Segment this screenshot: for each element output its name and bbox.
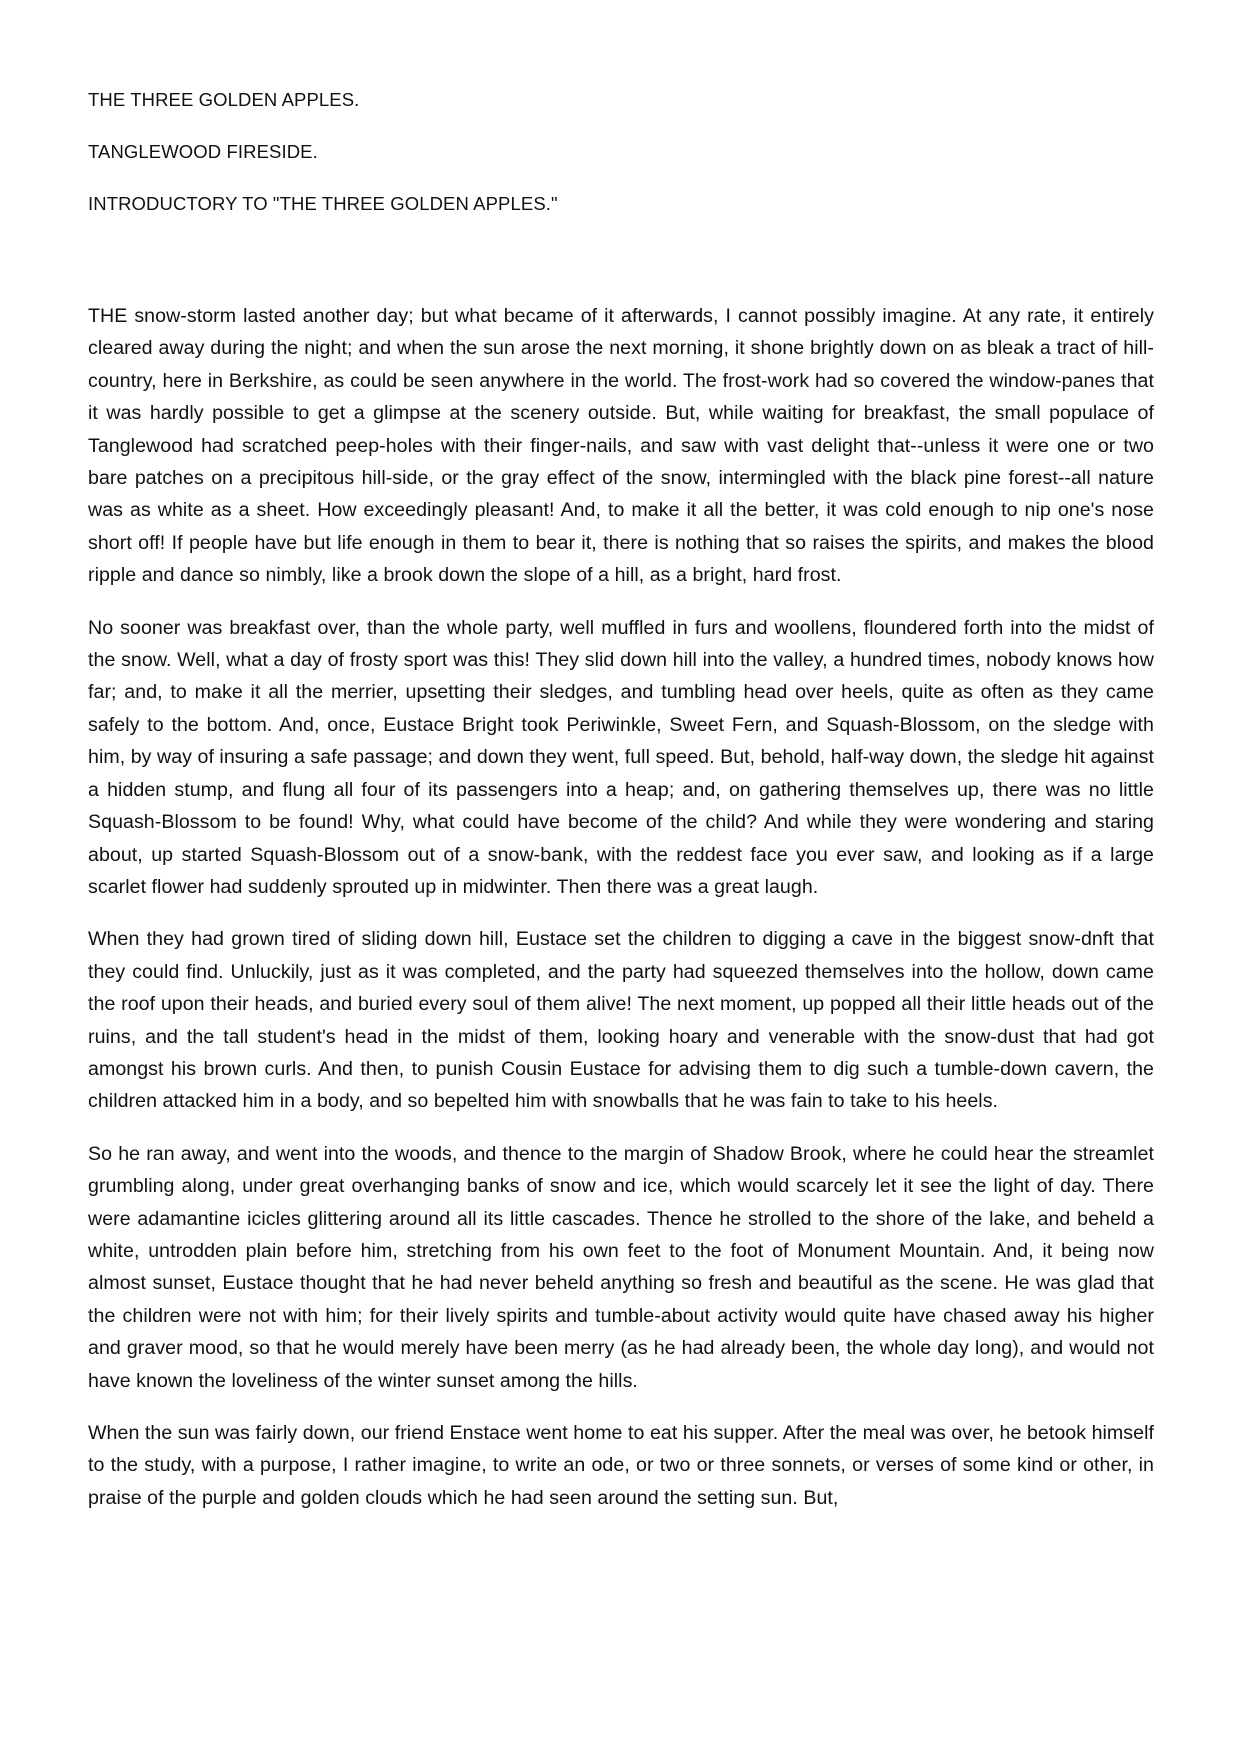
paragraph-snow-storm: THE snow-storm lasted another day; but what became of it afterwards, I cannot possibly imagine. At any rate, it entirely cleared away during the night; and when the sun arose the next morning, it shone brightly down on as bleak a tract of hill-country, here in Berkshire, as could be seen anywhere in the world. The frost-work had so covered the window-panes that it was hardly possible to get a glimpse at the scenery outside. But, while waiting for breakfast, the small populace of Tanglewood had scratched peep-holes with their finger-nails, and saw with vast delight that--unless it were one or two bare patches on a precipitous hill-side, or the gray effect of the snow, intermingled with the black pine forest--all nature was as white as a sheet. How exceedingly pleasant! And, to make it all the better, it was cold enough to nip one's nose short off! If people have but life enough in them to bear it, there is nothing that so raises the spirits, and makes the blood ripple and dance so nimbly, like a brook down the slope of a hill, as a bright, hard frost. <box>88 305 1154 587</box>
book-title: THE THREE GOLDEN APPLES. <box>88 89 360 110</box>
paragraph-shadow-brook: So he ran away, and went into the woods, and thence to the margin of Shadow Brook, where he could hear the streamlet grumbling along, under great overhanging banks of snow and ice, which would scarcely let it see the light of day. There were adamantine icicles glittering around all its little cascades. Thence he strolled to the shore of the lake, and beheld a white, untrodden plain before him, stretching from his own feet to the foot of Monument Mountain. And, it being now almost sunset, Eustace thought that he had never beheld anything so fresh and beautiful as the scene. He was glad that the children were not with him; for their lively spirits and tumble-about activity would quite have chased away his higher and graver mood, so that he would merely have been merry (as he had already been, the whole day long), and would not have known the loveliness of the winter sunset among the hills. <box>88 1142 1154 1392</box>
paragraph-supper: When the sun was fairly down, our friend Enstace went home to eat his supper. After the meal was over, he betook himself to the study, with a purpose, I rather imagine, to write an ode, or two or three sonnets, or verses of some kind or other, in praise of the purple and golden clouds which he had seen around the setting sun. But, <box>88 1422 1154 1509</box>
chapter-introductory-title: INTRODUCTORY TO "THE THREE GOLDEN APPLES." <box>88 193 558 214</box>
section-title: TANGLEWOOD FIRESIDE. <box>88 141 318 162</box>
section-spacer <box>88 242 1154 300</box>
paragraph-sledding: No sooner was breakfast over, than the whole party, well muffled in furs and woollens, floundered forth into the midst of the snow. Well, what a day of frosty sport was this! They slid down hill into the valley, a hundred times, nobody knows how far; and, to make it all the merrier, upsetting their sledges, and tumbling head over heels, quite as often as they came safely to the bottom. And, once, Eustace Bright took Periwinkle, Sweet Fern, and Squash-Blossom, on the sledge with him, by way of insuring a safe passage; and down they went, full speed. But, behold, half-way down, the sledge hit against a hidden stump, and flung all four of its passengers into a heap; and, on gathering themselves up, there was no little Squash-Blossom to be found! Why, what could have become of the child? And while they were wondering and staring about, up started Squash-Blossom out of a snow-bank, with the reddest face you ever saw, and looking as if a large scarlet flower had suddenly sprouted up in midwinter. Then there was a great laugh. <box>88 616 1154 898</box>
paragraph-snow-cave: When they had grown tired of sliding down hill, Eustace set the children to digging a cave in the biggest snow-dnft that they could find. Unluckily, just as it was completed, and the party had squeezed themselves into the hollow, down came the roof upon their heads, and buried every soul of them alive! The next moment, up popped all their little heads out of the ruins, and the tall student's head in the midst of them, looking hoary and venerable with the snow-dust that had got amongst his brown curls. And then, to punish Cousin Eustace for advising them to dig such a tumble-down cavern, the children attacked him in a body, and so bepelted him with snowballs that he was fain to take to his heels. <box>88 928 1154 1113</box>
